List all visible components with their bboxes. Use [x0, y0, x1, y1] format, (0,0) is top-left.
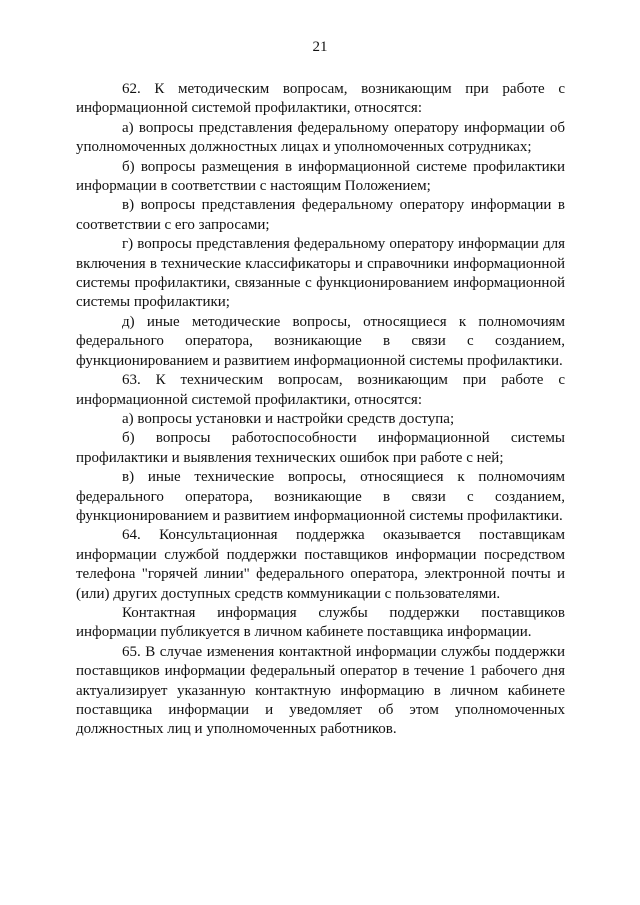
paragraph-62-item-a: а) вопросы представления федеральному оператору информации об уполномоченных должностных лицах и уполномоченных сотрудниках;: [76, 119, 565, 156]
paragraph-62-item-b: б) вопросы размещения в информационной системе профилактики информации в соответствии с настоящим Положением;: [76, 158, 565, 195]
paragraph-62-item-g: г) вопросы представления федеральному оператору информации для включения в технические классификаторы и справочники информационной системы профилактики, связанные с функционированием информационной системы профилактики;: [76, 236, 565, 311]
paragraph-63-intro: 63. К техническим вопросам, возникающим при работе с информационной системой профилактики, относятся:: [76, 372, 565, 408]
page-number: 21: [312, 39, 328, 55]
paragraph-62-intro: 62. К методическим вопросам, возникающим при работе с информационной системой профилактики, относятся:: [76, 81, 565, 117]
paragraph-62-item-v: в) вопросы представления федеральному оператору информации в соответствии с его запросами;: [76, 197, 565, 233]
paragraph-64: 64. Консультационная поддержка оказывается поставщикам информации службой поддержки поставщиков информации посредством телефона "горячей линии" федерального оператора, электронной почты и (или) других доступных средств коммуникации с пользователями.: [76, 527, 565, 602]
paragraph-63-item-b: б) вопросы работоспособности информационной системы профилактики и выявления технических ошибок при работе с ней;: [76, 430, 565, 466]
paragraph-62-item-d: д) иные методические вопросы, относящиеся к полномочиям федерального оператора, возникающие в связи с созданием, функционированием и развитием информационной системы профилактики.: [76, 313, 565, 369]
document-body: [76, 80, 565, 740]
paragraph-63-item-a: а) вопросы установки и настройки средств доступа;: [122, 410, 455, 427]
paragraph-63-item-v: в) иные технические вопросы, относящиеся к полномочиям федерального оператора, возникающие в связи с созданием, функционированием и развитием информационной системы профилактики.: [76, 469, 565, 524]
paragraph-64-contact: Контактная информация службы поддержки поставщиков информации публикуется в личном кабинете поставщика информации.: [76, 604, 565, 641]
paragraph-65: 65. В случае изменения контактной информации службы поддержки поставщиков информации федеральный оператор в течение 1 рабочего дня актуализирует указанную контактную информацию в личном кабинете поставщика информации и уведомляет об этом уполномоченных должностных лиц и уполномоченных работников.: [76, 643, 565, 738]
